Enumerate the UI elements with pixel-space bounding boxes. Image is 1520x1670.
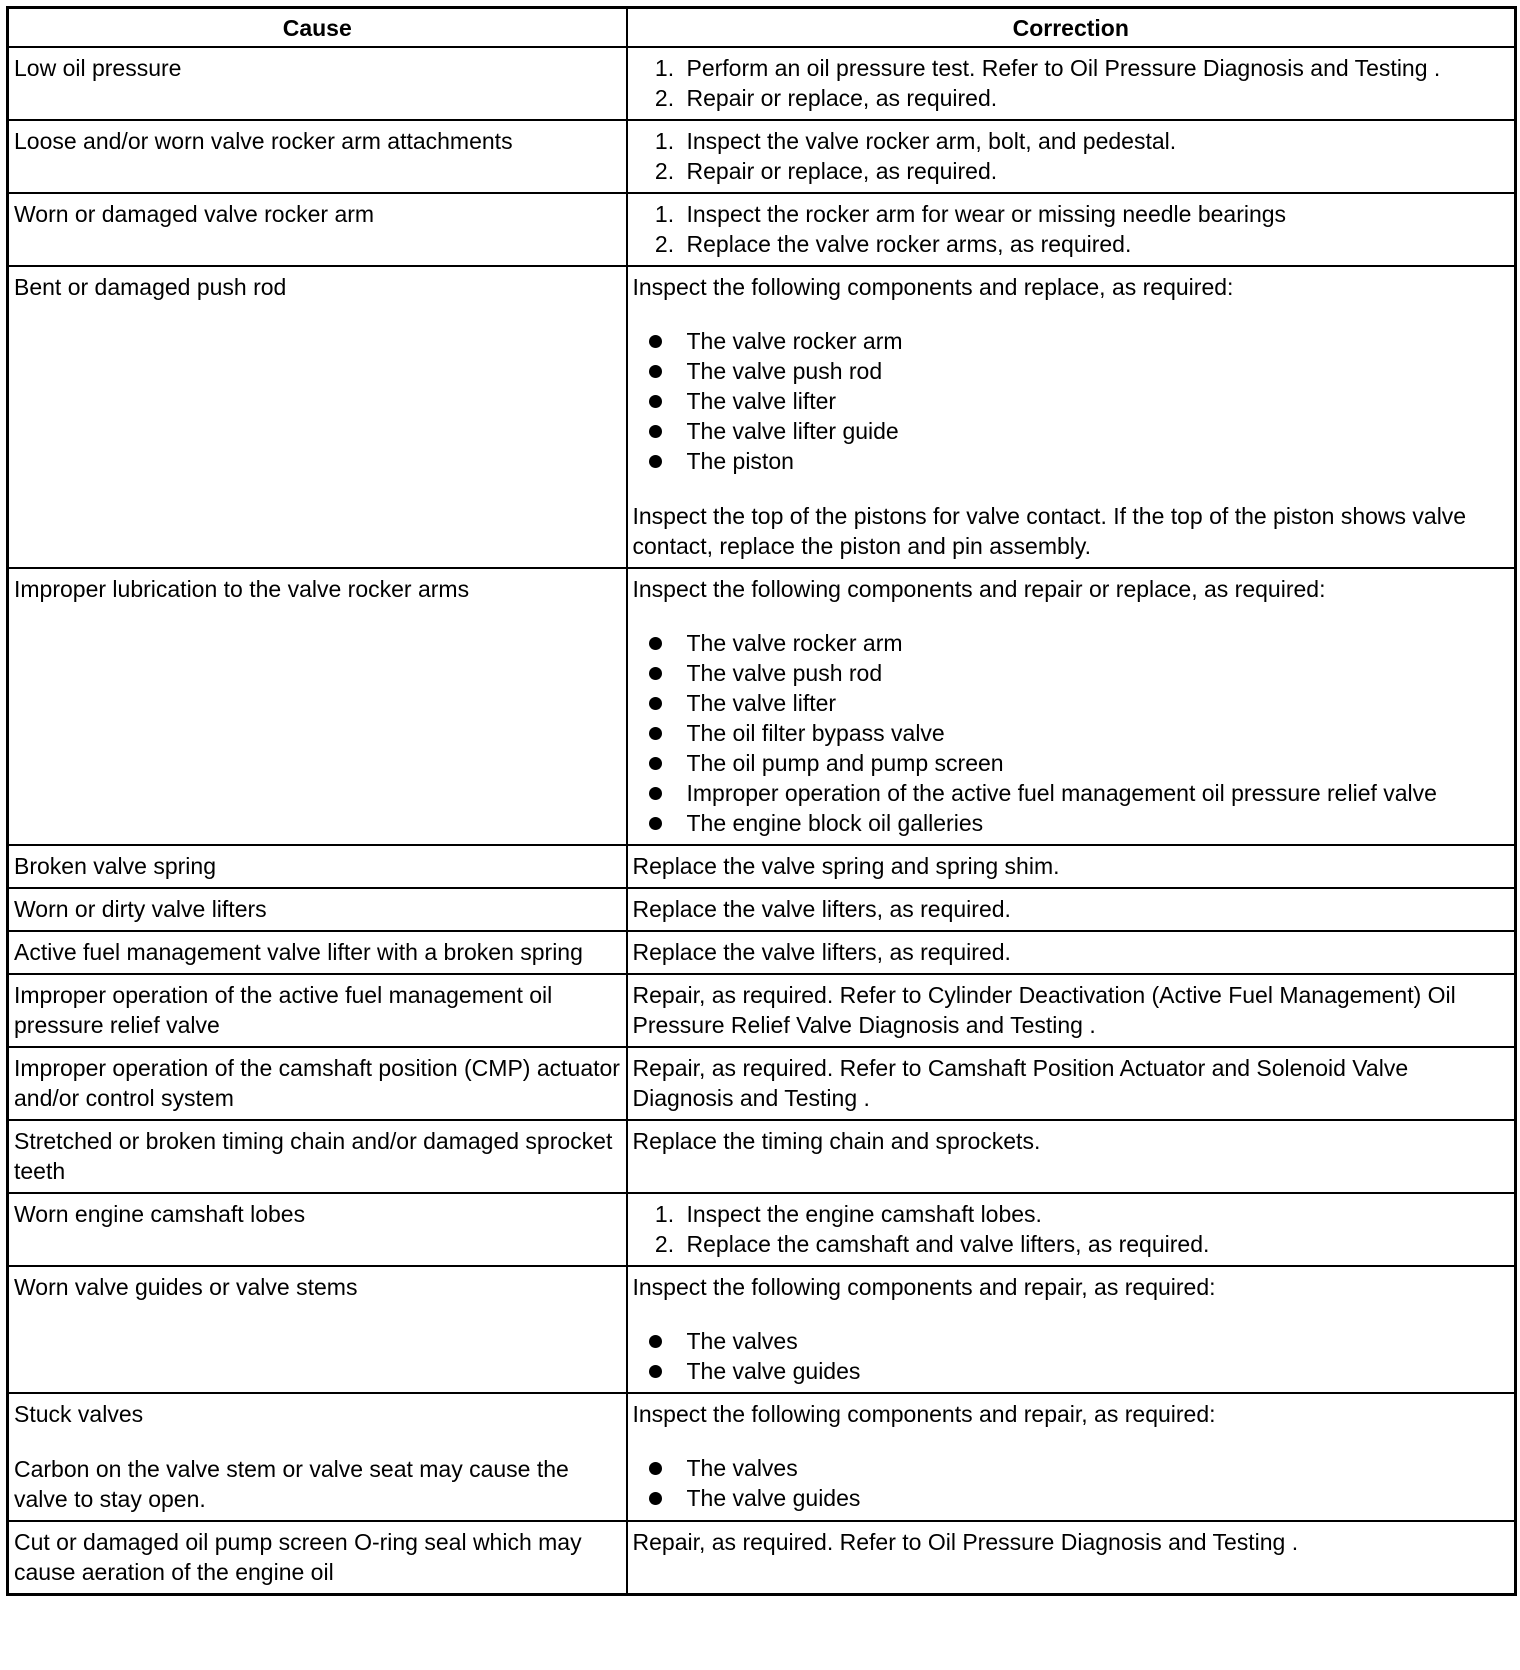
correction-step: 1. Inspect the engine camshaft lobes. [681,1199,1511,1229]
component-item: The valve lifter guide [687,416,1511,446]
component-item: The oil pump and pump screen [687,748,1511,778]
correction-cell [627,1393,1516,1521]
component-item: The valves [687,1453,1511,1483]
correction-cell [627,193,1516,266]
cause-cell [8,266,627,568]
correction-step: 1. Inspect the valve rocker arm, bolt, and pedestal. [681,126,1511,156]
correction-text: Replace the valve spring and spring shim. [632,853,1060,879]
cause-text: Loose and/or worn valve rocker arm attachments [14,128,513,154]
correction-cell [627,266,1516,568]
table-row [8,568,1516,845]
component-item: The piston [687,446,1511,476]
table-row [8,888,1516,931]
correction-lead: Inspect the following components and replace, as required: [632,274,1234,300]
table-body [8,47,1516,1595]
correction-cell [627,845,1516,888]
table-row [8,266,1516,568]
cause-cell [8,1266,627,1393]
component-item: The valve guides [687,1356,1511,1386]
table-row [8,1393,1516,1521]
correction-text: Repair, as required. Refer to Camshaft Position Actuator and Solenoid Valve Diagnosis and Testing . [632,1055,1409,1111]
correction-cell [627,1521,1516,1595]
correction-step: 2. Repair or replace, as required. [681,83,1511,113]
table-row [8,931,1516,974]
component-item: The engine block oil galleries [687,808,1511,838]
cause-text: Improper operation of the active fuel management oil pressure relief valve [14,982,553,1038]
correction-steps [633,1199,1511,1259]
cause-text: Worn or dirty valve lifters [14,896,267,922]
cause-cell [8,931,627,974]
cause-cell [8,888,627,931]
table-row [8,193,1516,266]
correction-cell [627,120,1516,193]
table-row [8,120,1516,193]
correction-text: Replace the valve lifters, as required. [632,939,1011,965]
component-item: The valve rocker arm [687,628,1511,658]
cause-cell [8,845,627,888]
component-item: The valve guides [687,1483,1511,1513]
header-row [8,8,1516,48]
cause-text: Stuck valves [14,1401,144,1427]
diagnosis-table [6,6,1517,1596]
table-row [8,974,1516,1047]
table-row [8,47,1516,120]
table-row [8,1521,1516,1595]
correction-text: Replace the timing chain and sprockets. [632,1128,1041,1154]
correction-cell [627,47,1516,120]
component-item: The valve push rod [687,356,1511,386]
cause-cell [8,1193,627,1266]
cause-text: Improper operation of the camshaft position (CMP) actuator and/or control system [14,1055,620,1111]
correction-step: 1. Perform an oil pressure test. Refer to Oil Pressure Diagnosis and Testing . [681,53,1511,83]
correction-lead: Inspect the following components and repair, as required: [632,1401,1216,1427]
correction-cell [627,1266,1516,1393]
cause-text: Stretched or broken timing chain and/or damaged sprocket teeth [14,1128,613,1184]
cause-text: Carbon on the valve stem or valve seat may cause the valve to stay open. [14,1456,569,1512]
correction-text: Replace the valve lifters, as required. [632,896,1011,922]
table-row [8,1266,1516,1393]
component-list [633,1326,1511,1386]
correction-lead: Inspect the following components and repair, as required: [632,1274,1216,1300]
component-item: The oil filter bypass valve [687,718,1511,748]
cause-text: Improper lubrication to the valve rocker arms [14,576,470,602]
component-item: Improper operation of the active fuel management oil pressure relief valve [687,778,1511,808]
correction-cell [627,568,1516,845]
cause-cell [8,974,627,1047]
correction-cell [627,1047,1516,1120]
component-list [633,1453,1511,1513]
cause-text: Worn engine camshaft lobes [14,1201,306,1227]
component-item: The valve lifter [687,688,1511,718]
correction-cell [627,1120,1516,1193]
cause-cell [8,193,627,266]
cause-cell [8,1120,627,1193]
correction-steps [633,199,1511,259]
cause-text: Low oil pressure [14,55,182,81]
header-cause: Cause [8,8,627,48]
correction-steps [633,126,1511,186]
cause-text: Bent or damaged push rod [14,274,287,300]
correction-cell [627,888,1516,931]
table-row [8,1120,1516,1193]
correction-note: Inspect the top of the pistons for valve contact. If the top of the piston shows valve contact, replace the piston and pin assembly. [632,503,1467,559]
component-item: The valve push rod [687,658,1511,688]
component-item: The valve rocker arm [687,326,1511,356]
correction-step: 2. Replace the valve rocker arms, as required. [681,229,1511,259]
cause-text: Broken valve spring [14,853,216,879]
cause-cell [8,47,627,120]
correction-cell [627,974,1516,1047]
table-row [8,1193,1516,1266]
cause-text: Active fuel management valve lifter with a broken spring [14,939,583,965]
table-row [8,1047,1516,1120]
cause-cell [8,568,627,845]
cause-text: Worn or damaged valve rocker arm [14,201,375,227]
correction-text: Repair, as required. Refer to Cylinder Deactivation (Active Fuel Management) Oil Pressure Relief Valve Diagnosis and Testing . [632,982,1456,1038]
correction-step: 1. Inspect the rocker arm for wear or missing needle bearings [681,199,1511,229]
cause-text: Cut or damaged oil pump screen O-ring seal which may cause aeration of the engine oil [14,1529,582,1585]
cause-cell [8,120,627,193]
component-item: The valves [687,1326,1511,1356]
cause-cell [8,1047,627,1120]
correction-steps [633,53,1511,113]
cause-cell [8,1393,627,1521]
table-row [8,845,1516,888]
correction-lead: Inspect the following components and repair or replace, as required: [632,576,1326,602]
correction-step: 2. Replace the camshaft and valve lifters, as required. [681,1229,1511,1259]
cause-cell [8,1521,627,1595]
component-item: The valve lifter [687,386,1511,416]
header-correction: Correction [627,8,1516,48]
correction-text: Repair, as required. Refer to Oil Pressure Diagnosis and Testing . [632,1529,1299,1555]
component-list [633,326,1511,476]
correction-cell [627,931,1516,974]
correction-cell [627,1193,1516,1266]
correction-step: 2. Repair or replace, as required. [681,156,1511,186]
cause-text: Worn valve guides or valve stems [14,1274,358,1300]
component-list [633,628,1511,838]
